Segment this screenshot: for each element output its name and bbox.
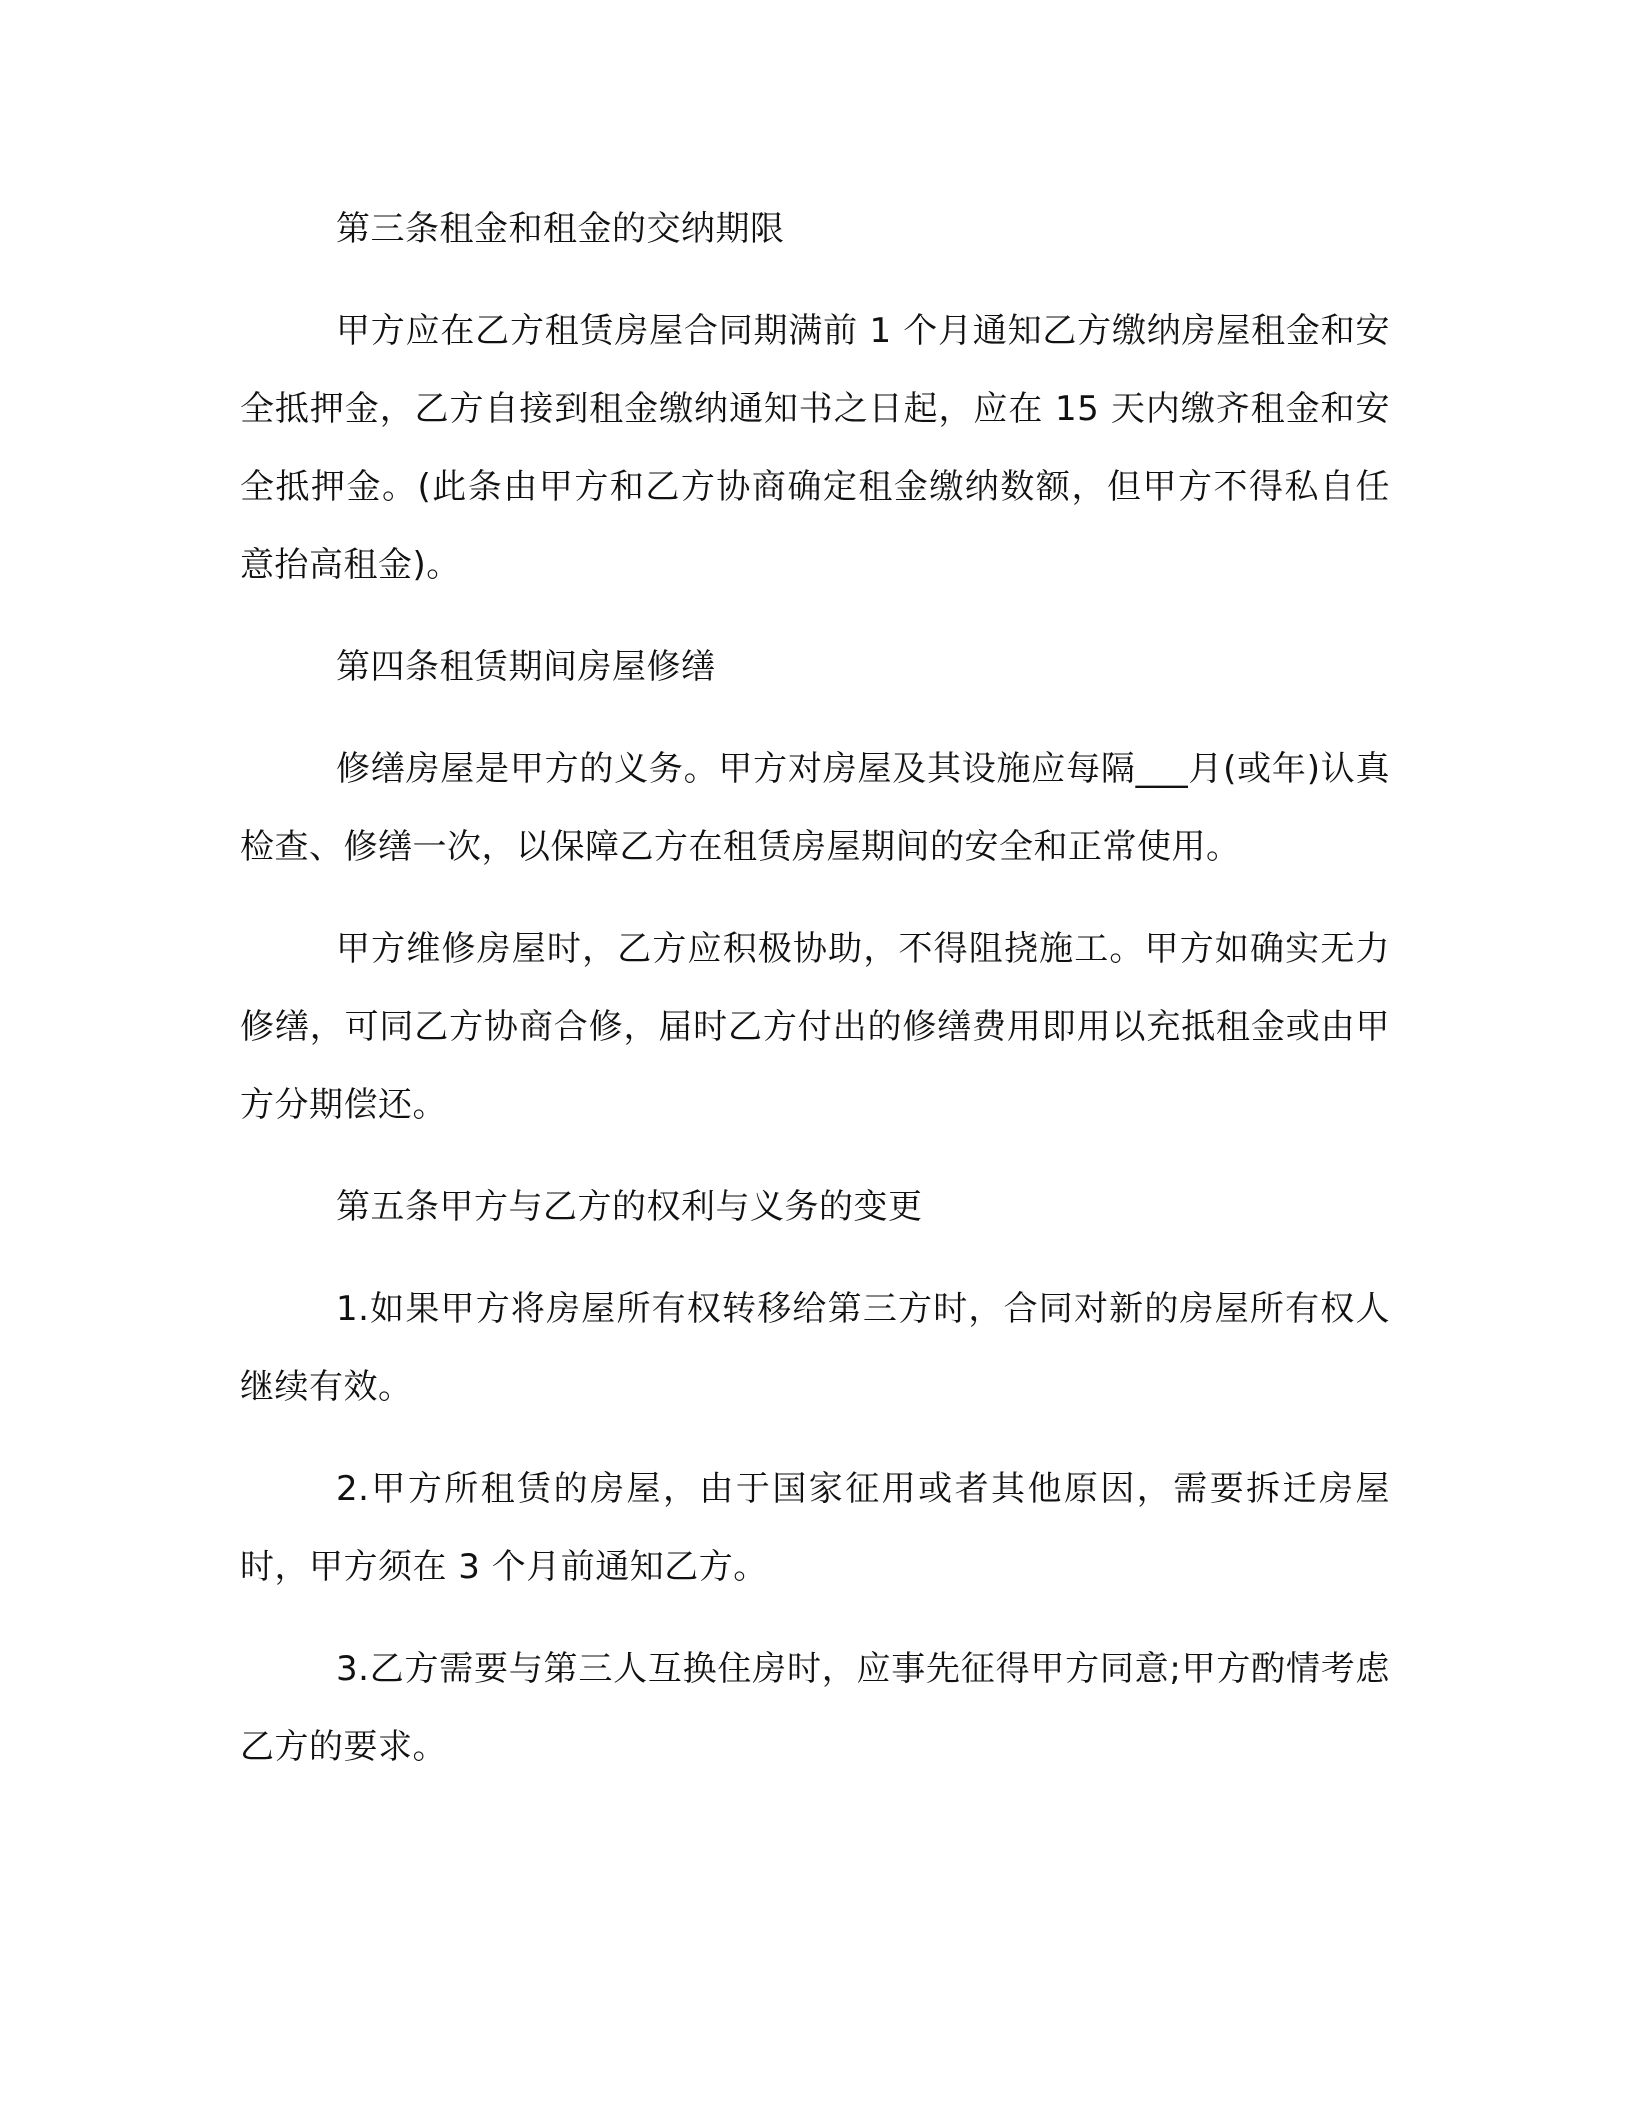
section5-item-2: 2.甲方所租赁的房屋，由于国家征用或者其他原因，需要拆迁房屋时，甲方须在 3 个月前通知乙方。: [240, 1469, 1390, 1587]
section4-paragraph-1: 修缮房屋是甲方的义务。甲方对房屋及其设施应每隔___月(或年)认真检查、修缮一次，以保障乙方在租赁房屋期间的安全和正常使用。: [240, 749, 1390, 867]
section5-item-3: 3.乙方需要与第三人互换住房时，应事先征得甲方同意;甲方酌情考虑乙方的要求。: [240, 1649, 1390, 1767]
document-body: [240, 190, 1390, 1810]
section5-heading: 第五条甲方与乙方的权利与义务的变更: [336, 1187, 923, 1227]
section4-paragraph-2: 甲方维修房屋时，乙方应积极协助，不得阻挠施工。甲方如确实无力修缮，可同乙方协商合修，届时乙方付出的修缮费用即用以充抵租金或由甲方分期偿还。: [240, 929, 1390, 1125]
section4-heading: 第四条租赁期间房屋修缮: [336, 647, 716, 687]
section5-item-1: 1.如果甲方将房屋所有权转移给第三方时，合同对新的房屋所有权人继续有效。: [240, 1289, 1390, 1407]
section3-heading: 第三条租金和租金的交纳期限: [336, 209, 785, 249]
section3-paragraph: 甲方应在乙方租赁房屋合同期满前 1 个月通知乙方缴纳房屋租金和安全抵押金，乙方自接到租金缴纳通知书之日起，应在 15 天内缴齐租金和安全抵押金。(此条由甲方和乙方协商确定租金缴纳数额，但甲方不得私自任意抬高租金)。: [240, 311, 1390, 585]
